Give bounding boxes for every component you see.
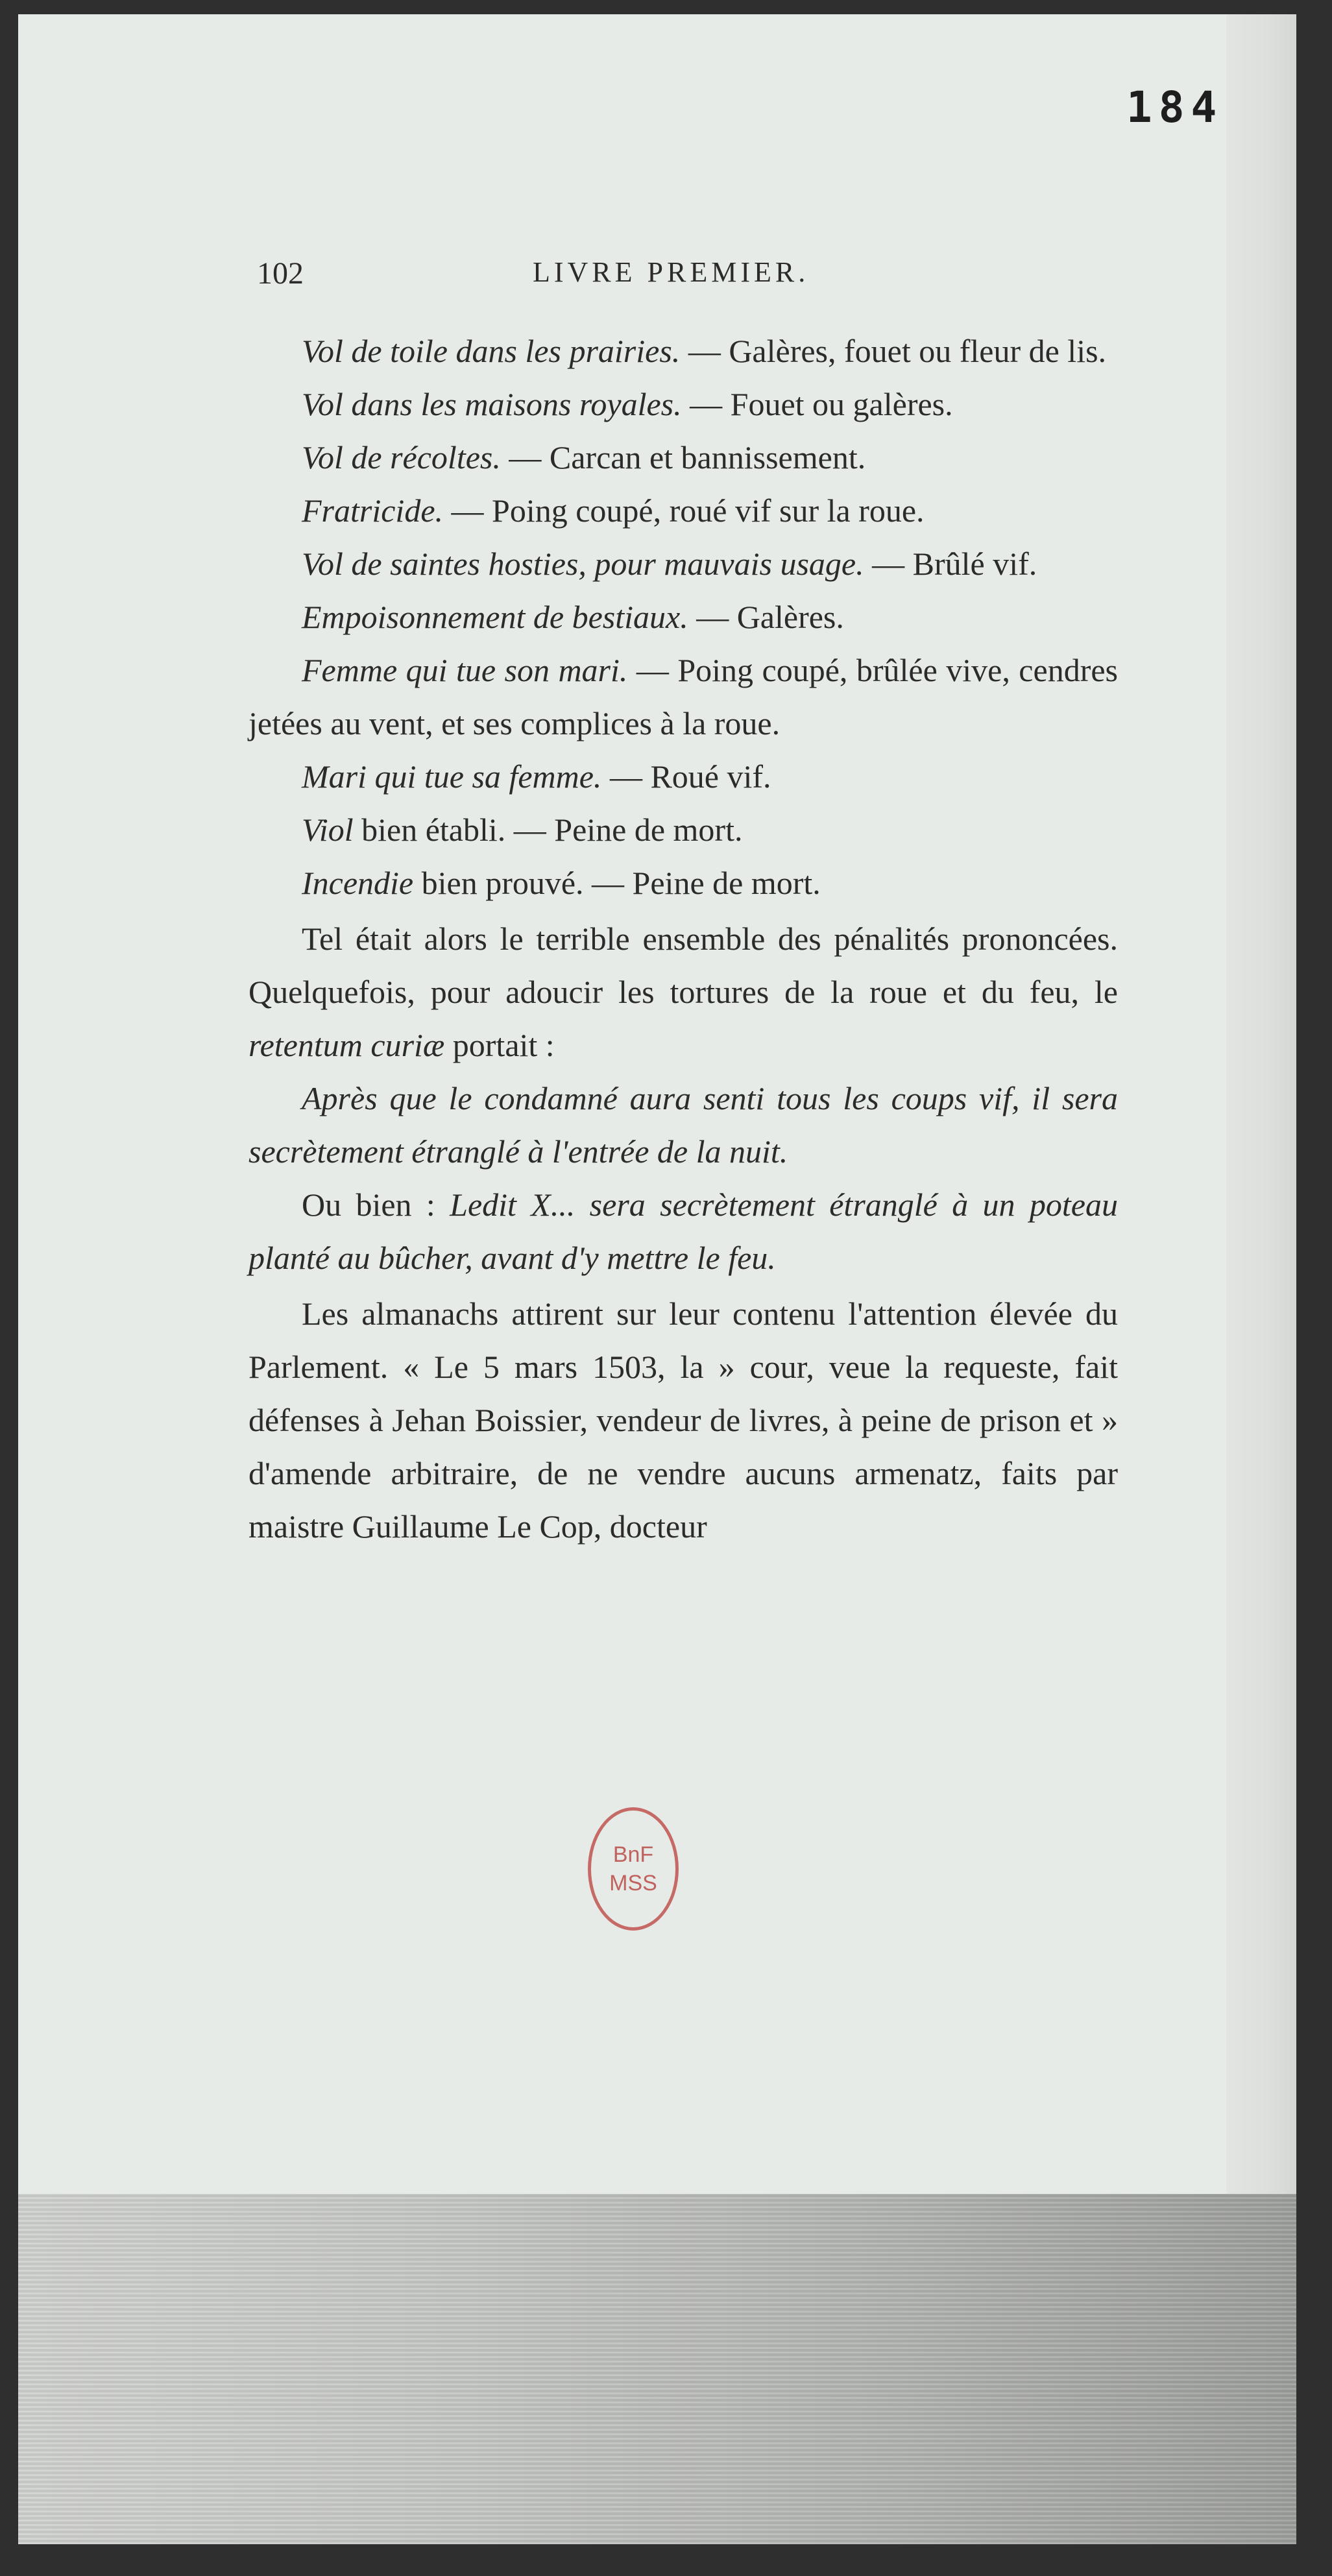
offense: Fratricide. [302,492,444,529]
page-edge [1226,14,1296,2194]
penalty-entry [248,378,1118,431]
latin-term: retentum curiæ [248,1027,445,1063]
running-head [257,256,1113,301]
penalty-entry [248,856,1118,909]
penalty-entry [248,803,1118,856]
quote: Après que le condamné aura senti tous les coups vif, il sera secrètement étranglé à l'entrée de la nuit. [248,1080,1118,1170]
penalty: bien établi. — Peine de mort. [353,812,743,848]
body-text [248,324,1118,1553]
penalty-entry [248,590,1118,644]
penalty: — Roué vif. [601,758,771,795]
penalty: — Carcan et bannissement. [500,439,866,475]
page-number: 102 [257,256,304,291]
penalty: — Fouet ou galères. [681,386,953,422]
penalty-entry [248,431,1118,484]
penalty-entry [248,644,1118,750]
penalty: — Poing coupé, roué vif sur la roue. [443,492,925,529]
quote: Ou bien : Ledit X... sera secrètement étranglé à un poteau planté au bûcher, avant d'y mettre le feu. [248,1186,1118,1276]
penalty: — Galères, fouet ou fleur de lis. [680,333,1107,369]
offense: Vol de récoltes. [302,439,501,475]
paragraph: Les almanachs attirent sur leur contenu l'attention élevée du Parlement. « Le 5 mars 1503, la » cour, veue la requeste, fait défenses à Jehan Boissier, vendeur de livres, à peine de prison et » d'amende arbitraire, de ne vendre aucuns armenatz, faits par maistre Guillaume Le Cop, docteur [248,1295,1118,1545]
penalty-entry [248,537,1118,590]
penalty-entry [248,324,1118,378]
section-title: LIVRE PREMIER. [533,256,810,288]
offense: Vol de toile dans les prairies. [302,333,681,369]
offense: Mari qui tue sa femme. [302,758,602,795]
scan-backing [18,2194,1296,2544]
offense: Viol [302,812,354,848]
offense: Femme qui tue son mari. [302,652,628,688]
penalty: — Brûlé vif. [864,546,1037,582]
offense: Incendie [302,865,414,901]
folio-number: 184 [1126,82,1224,132]
penalty: — Galères. [688,599,844,635]
book-page [18,14,1226,2194]
penalty: — Poing coupé, brûlée vive, cendres jetées au vent, et ses complices à la roue. [248,652,1118,741]
offense: Vol dans les maisons royales. [302,386,682,422]
offense: Empoisonnement de bestiaux. [302,599,688,635]
scanned-sheet [18,14,1296,2544]
paragraph: Tel était alors le terrible ensemble des pénalités prononcées. Quelquefois, pour adoucir les tortures de la roue et du feu, le retentum curiæ portait : [248,921,1118,1063]
penalty: bien prouvé. — Peine de mort. [413,865,821,901]
penalty-entry [248,750,1118,803]
offense: Vol de saintes hosties, pour mauvais usage. [302,546,864,582]
penalty-entry [248,484,1118,537]
bnf-stamp: BnF MSS [588,1807,679,1931]
